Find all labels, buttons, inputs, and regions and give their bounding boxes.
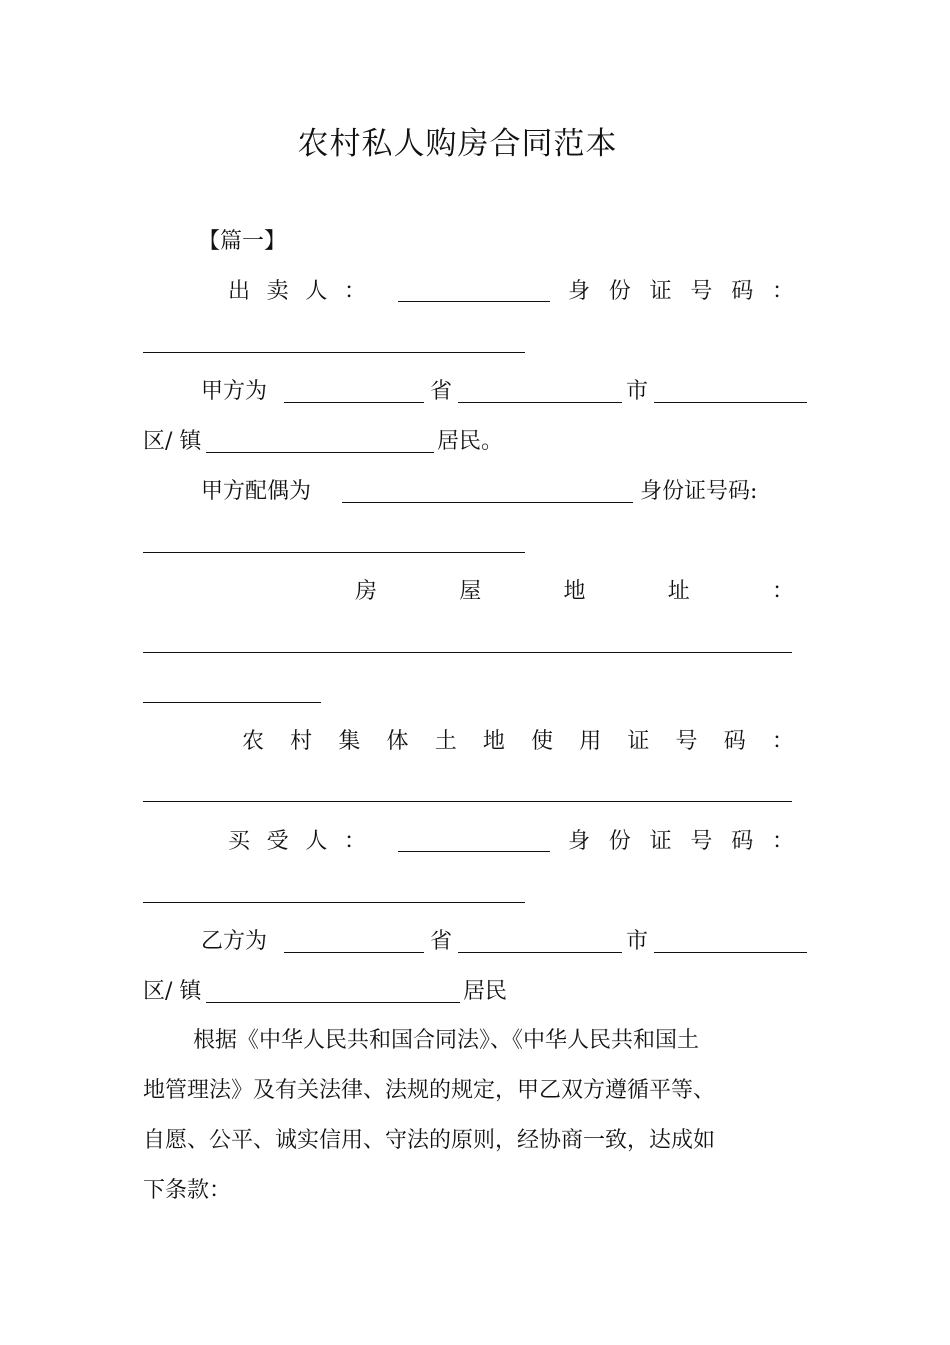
- party-b-prefix: 乙方为: [201, 929, 268, 954]
- party-b-district-blank[interactable]: [654, 952, 807, 953]
- body-line-4: 下条款：: [143, 1178, 232, 1203]
- spouse-label: 甲方配偶为: [201, 479, 312, 504]
- party-b-province-blank[interactable]: [284, 952, 424, 953]
- spouse-id-blank[interactable]: [143, 552, 525, 553]
- buyer-label: 买 受 人 ：: [228, 829, 366, 854]
- body-line-2: 地管理法》及有关法律、法规的规定，甲乙双方遵循平等、: [143, 1078, 716, 1103]
- buyer-id-blank[interactable]: [143, 902, 525, 903]
- party-a-town-blank[interactable]: [206, 452, 434, 453]
- party-a-resident: 居民。: [437, 429, 504, 454]
- party-a-city-blank[interactable]: [458, 402, 622, 403]
- land-cert-label: 农 村 集 体 土 地 使 用 证 号 码 ：: [242, 729, 794, 754]
- seller-id-label: 身 份 证 号 码 ：: [568, 279, 794, 304]
- spouse-id-label: 身份证号码:: [640, 479, 758, 504]
- seller-id-blank[interactable]: [143, 352, 525, 353]
- section-heading: 【篇一】: [198, 229, 287, 254]
- house-address-label: 房 屋 地 址 ：: [355, 579, 794, 604]
- document-title: 农村私人购房合同范本: [297, 126, 618, 162]
- party-a-district-blank[interactable]: [654, 402, 807, 403]
- body-line-1: 根据《中华人民共和国合同法》、《中华人民共和国土: [193, 1028, 700, 1053]
- body-line-3: 自愿、公平、诚实信用、守法的原则，经协商一致，达成如: [143, 1128, 716, 1153]
- party-b-town-blank[interactable]: [206, 1002, 460, 1003]
- party-b-district-label: 区/ 镇: [143, 979, 202, 1004]
- seller-name-blank[interactable]: [398, 301, 550, 302]
- buyer-name-blank[interactable]: [398, 851, 550, 852]
- party-b-city-blank[interactable]: [458, 952, 622, 953]
- party-a-city-label: 市: [626, 379, 649, 404]
- party-a-province-label: 省: [430, 379, 453, 404]
- house-address-blank-1[interactable]: [143, 652, 792, 653]
- party-a-province-blank[interactable]: [284, 402, 424, 403]
- party-b-city-label: 市: [626, 929, 649, 954]
- buyer-id-label: 身 份 证 号 码 ：: [568, 829, 794, 854]
- party-a-district-label: 区/ 镇: [143, 429, 202, 454]
- seller-label: 出 卖 人 ：: [228, 279, 366, 304]
- land-cert-blank[interactable]: [143, 801, 792, 802]
- party-b-resident: 居民: [463, 979, 508, 1004]
- spouse-name-blank[interactable]: [342, 502, 633, 503]
- party-b-province-label: 省: [430, 929, 453, 954]
- house-address-blank-2[interactable]: [143, 702, 321, 703]
- party-a-prefix: 甲方为: [201, 379, 268, 404]
